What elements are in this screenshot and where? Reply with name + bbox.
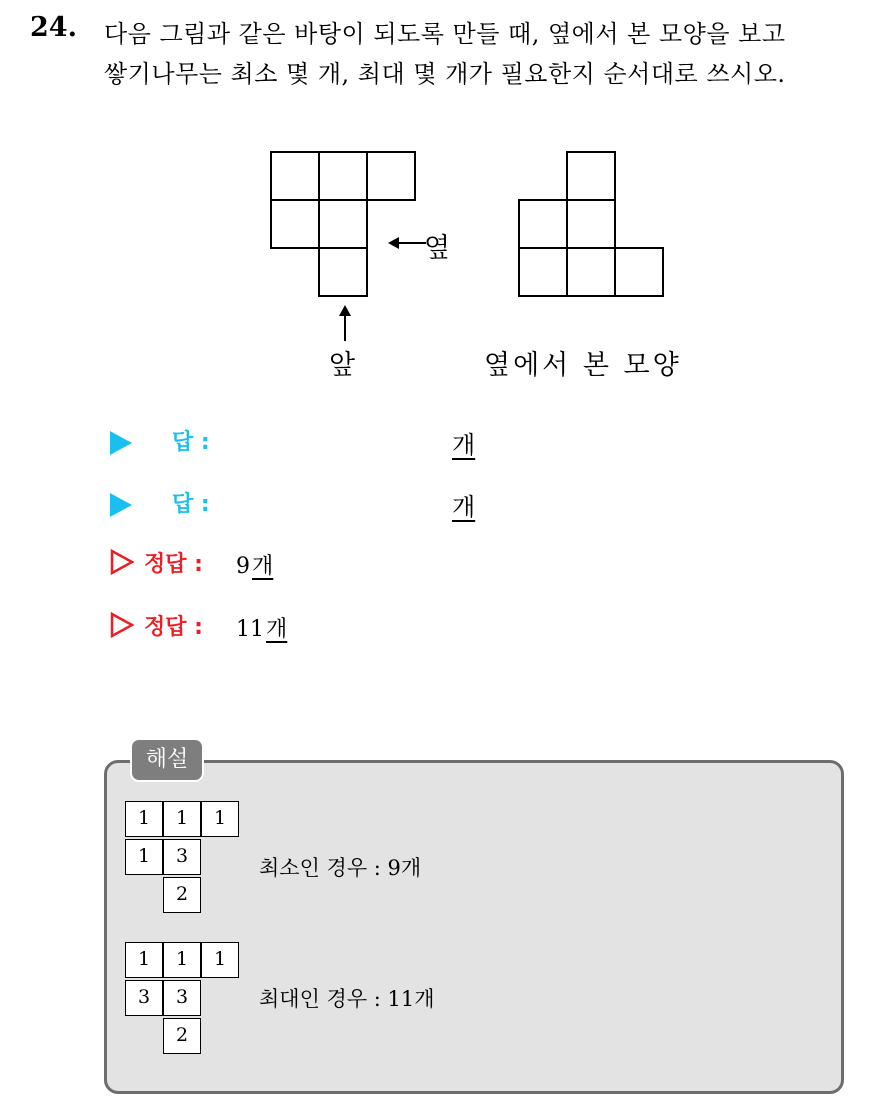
grid-cell: 2 [163, 877, 201, 913]
grid-cell: 3 [125, 980, 163, 1016]
side-view-cell [566, 247, 616, 297]
grid-cell: 2 [163, 1018, 201, 1054]
base-cell [318, 199, 368, 249]
question-text-line2: 쌓기나무는 최소 몇 개, 최대 몇 개가 필요한지 순서대로 쓰시오. [104, 60, 786, 88]
grid-cell: 1 [163, 942, 201, 978]
grid-cell: 3 [163, 839, 201, 875]
side-arrow-icon [388, 235, 428, 251]
grid-cell: 1 [125, 801, 163, 837]
side-view-cell [566, 199, 616, 249]
answer-label: 답 : [172, 492, 210, 517]
solution-row-2 [110, 610, 410, 646]
case-grid-min [125, 801, 241, 917]
solution-value: 9개 [236, 554, 274, 579]
case-grid-max [125, 942, 241, 1058]
question-text-line1: 다음 그림과 같은 바탕이 되도록 만들 때, 옆에서 본 모양을 보고 [104, 20, 786, 48]
outline-triangle-icon [110, 549, 134, 575]
answer-unit: 개 [452, 493, 476, 521]
grid-cell: 1 [201, 801, 239, 837]
grid-cell: 1 [201, 942, 239, 978]
case-text-max: 최대인 경우 : 11개 [259, 987, 435, 1011]
base-cell [270, 199, 320, 249]
answer-label: 답 : [172, 430, 210, 455]
outline-triangle-icon [110, 612, 134, 638]
side-arrow-label: 옆 [424, 233, 451, 264]
base-shape-figure [270, 151, 420, 301]
grid-cell: 3 [163, 980, 201, 1016]
solution-row-1 [110, 547, 410, 583]
side-view-cell [614, 247, 664, 297]
side-view-figure [518, 151, 668, 301]
play-triangle-icon [110, 493, 132, 517]
base-cell [270, 151, 320, 201]
solution-label: 정답 : [144, 552, 203, 577]
play-triangle-icon [110, 431, 132, 455]
side-view-cell [566, 151, 616, 201]
solution-value: 11개 [236, 617, 288, 642]
answer-row-1 [110, 425, 510, 461]
front-arrow-label: 앞 [329, 350, 356, 381]
question-number: 24. [30, 12, 77, 43]
side-view-caption: 옆에서 본 모양 [484, 350, 682, 381]
answer-unit: 개 [452, 431, 476, 459]
base-cell [318, 151, 368, 201]
explanation-tag: 해설 [130, 738, 204, 782]
solution-label: 정답 : [144, 615, 203, 640]
grid-cell: 1 [125, 942, 163, 978]
answer-row-2 [110, 487, 510, 523]
grid-cell: 1 [163, 801, 201, 837]
base-cell [318, 247, 368, 297]
side-view-cell [518, 199, 568, 249]
side-view-cell [518, 247, 568, 297]
grid-cell: 1 [125, 839, 163, 875]
base-cell [366, 151, 416, 201]
front-arrow-icon [337, 305, 353, 341]
case-text-min: 최소인 경우 : 9개 [259, 856, 422, 880]
